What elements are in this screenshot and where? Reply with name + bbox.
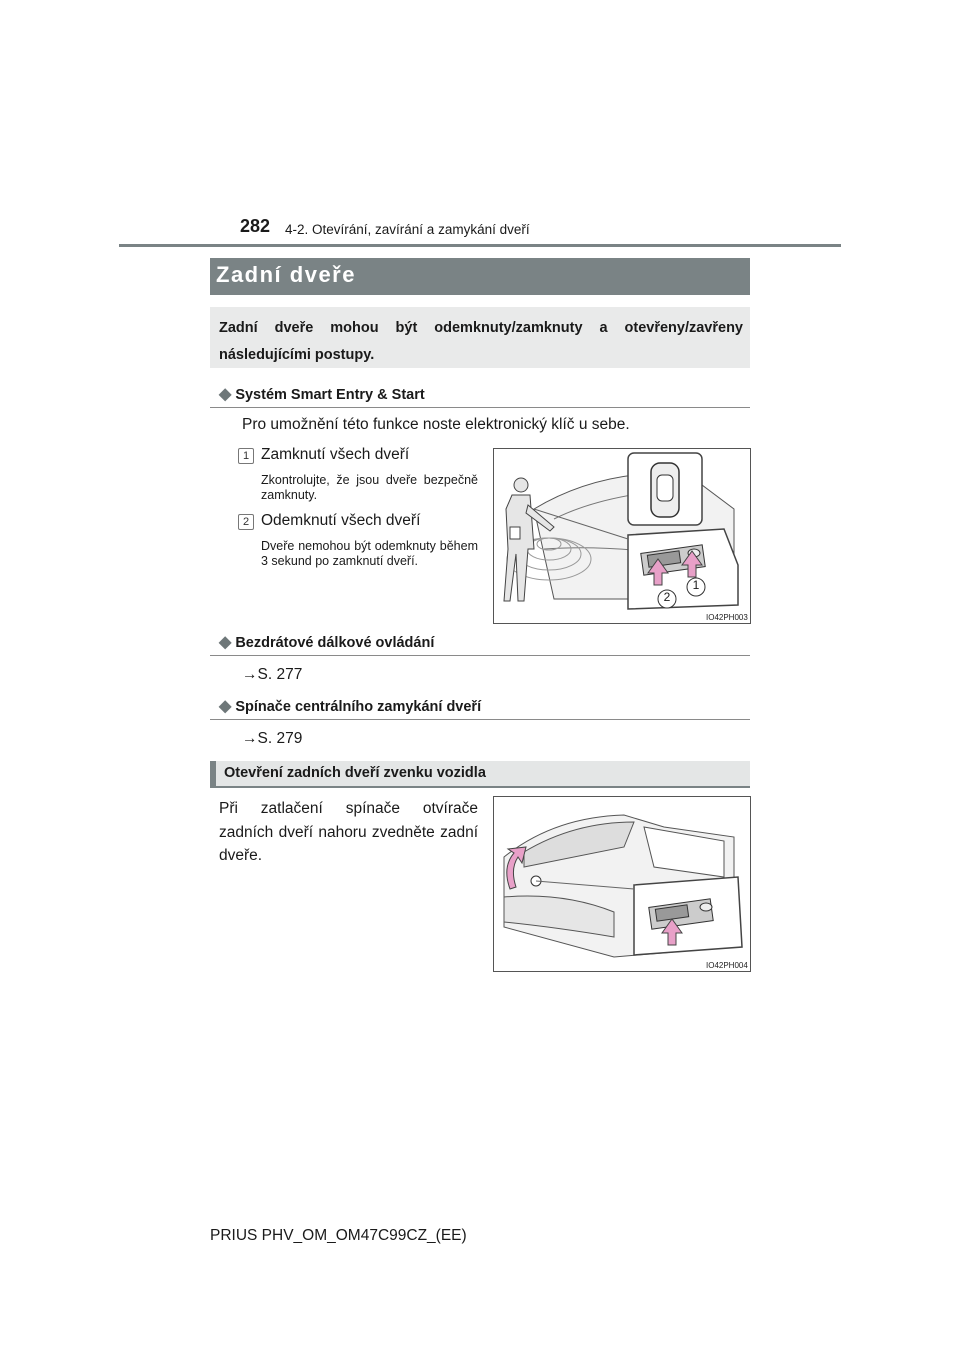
figure-code: IO42PH003: [706, 613, 748, 622]
central-lock-heading: [219, 696, 481, 716]
diamond-icon: ◆: [219, 698, 232, 715]
step-label-2: Odemknutí všech dveří: [261, 512, 421, 529]
smart-entry-description: Pro umožnění této funkce noste elektronický klíč u sebe.: [242, 416, 630, 433]
wireless-heading: [219, 632, 434, 652]
section-rule: [210, 407, 750, 408]
central-lock-heading-text: Spínače centrálního zamykání dveří: [235, 699, 482, 715]
figure-smart-entry: [493, 448, 751, 624]
wireless-ref-text: S. 277: [257, 666, 303, 683]
smart-entry-heading: [219, 384, 425, 404]
section-title: Zadní dveře: [216, 262, 356, 287]
step-number-2: 2: [238, 514, 254, 530]
callout-1: 1: [692, 578, 700, 592]
callout-2: 2: [663, 590, 671, 604]
central-lock-ref-text: S. 279: [257, 730, 303, 747]
central-lock-ref: [242, 730, 302, 748]
header-rule: [119, 244, 841, 247]
figure-open-outside: [493, 796, 751, 972]
chapter-heading: 4-2. Otevírání, zavírání a zamykání dveří: [285, 222, 530, 237]
intro-text: Zadní dveře mohou být odemknuty/zamknuty a otevřeny/zavřeny následujícími postupy.: [219, 320, 743, 363]
subsection-heading: Otevření zadních dveří zvenku vozidla: [224, 765, 486, 781]
smart-entry-illustration: [494, 449, 750, 623]
smart-entry-heading-text: Systém Smart Entry & Start: [235, 387, 425, 403]
step-label-1: Zamknutí všech dveří: [261, 446, 410, 463]
footer-doc-id: PRIUS PHV_OM_OM47C99CZ_(EE): [210, 1227, 467, 1244]
section-rule: [210, 655, 750, 656]
step-detail-1: Zkontrolujte, že jsou dveře bezpečně zamknuty.: [261, 473, 478, 502]
arrow-right-icon: →: [242, 666, 258, 683]
section-rule: [210, 719, 750, 720]
arrow-right-icon: →: [242, 730, 258, 747]
open-outside-text: Při zatlačení spínače otvírače zadních dveří nahoru zvedněte zadní dveře.: [219, 800, 478, 864]
wireless-heading-text: Bezdrátové dálkové ovládání: [235, 635, 435, 651]
tailgate-illustration: [494, 797, 750, 971]
step-number-1: 1: [238, 448, 254, 464]
diamond-icon: ◆: [219, 386, 232, 403]
wireless-ref: [242, 666, 302, 684]
page-number: 282: [240, 216, 271, 236]
figure-code: IO42PH004: [706, 961, 748, 970]
step-detail-2: Dveře nemohou být odemknuty během 3 sekund po zamknutí dveří.: [261, 539, 478, 568]
diamond-icon: ◆: [219, 634, 232, 651]
